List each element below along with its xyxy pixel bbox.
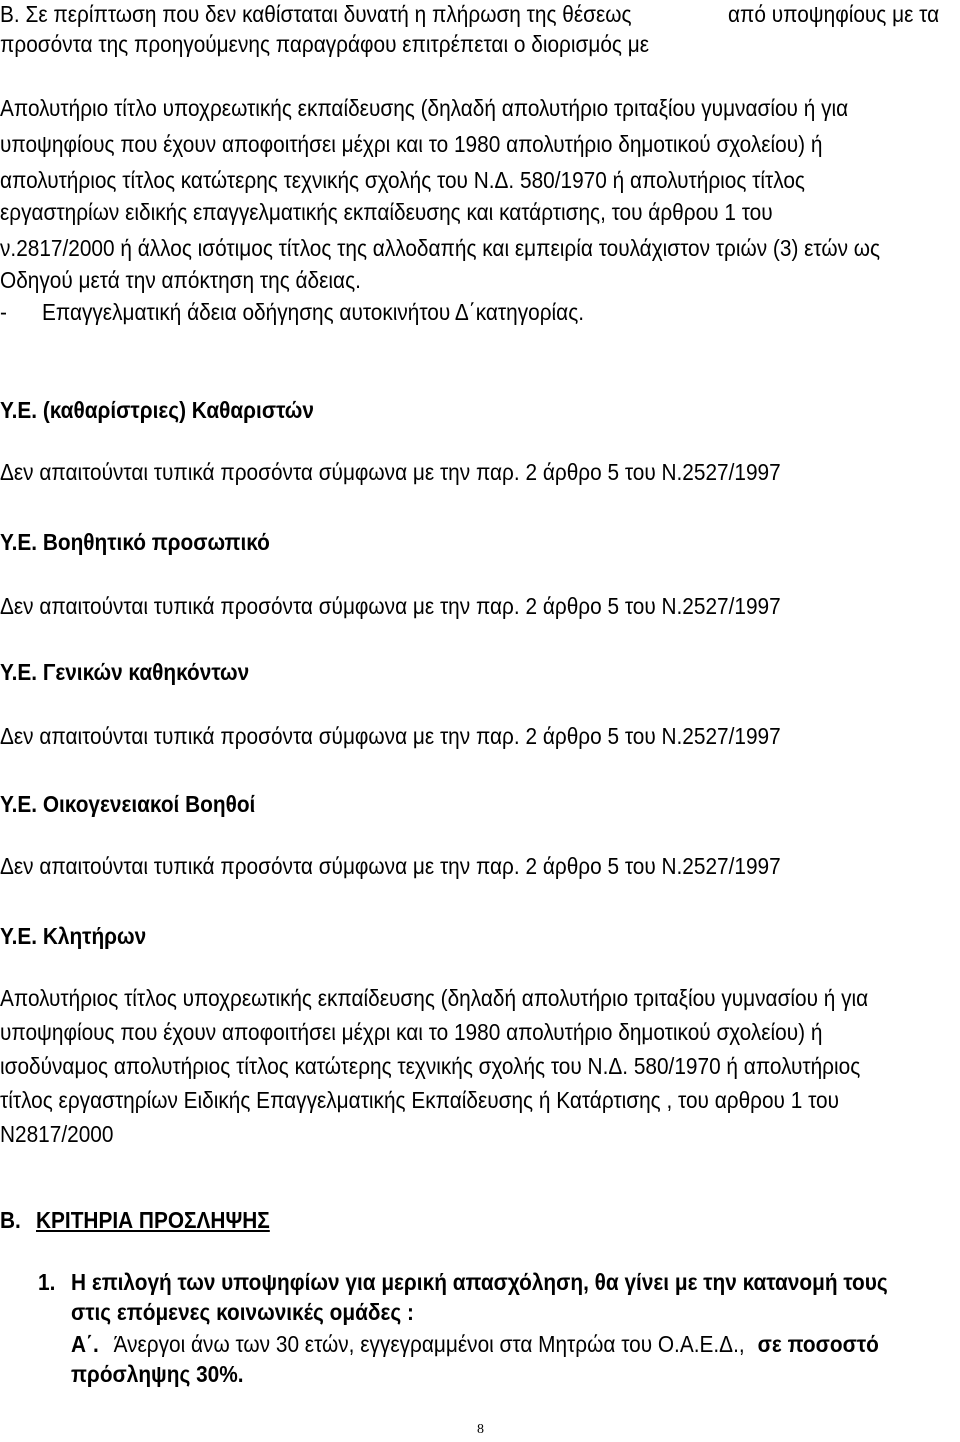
category-text: Δεν απαιτούνται τυπικά προσόντα σύμφωνα με την παρ. 2 άρθρο 5 του Ν.2527/1997: [0, 723, 781, 749]
item-a-bold-1: σε ποσοστό: [757, 1331, 879, 1357]
intro-line-2: προσόντα της προηγούμενης παραγράφου επιτρέπεται ο διορισμός με: [0, 31, 649, 57]
item-line-2: στις επόμενες κοινωνικές ομάδες :: [71, 1299, 414, 1325]
item-a-row: [71, 1330, 879, 1358]
section-b-title: ΚΡΙΤΗΡΙΑ ΠΡΟΣΛΗΨΗΣ: [36, 1207, 270, 1233]
category-heading: Υ.Ε. Οικογενειακοί Βοηθοί: [0, 791, 256, 817]
category-text: Δεν απαιτούνται τυπικά προσόντα σύμφωνα με την παρ. 2 άρθρο 5 του Ν.2527/1997: [0, 593, 781, 619]
license-text: Επαγγελματική άδεια οδήγησης αυτοκινήτου Δ΄κατηγορίας.: [42, 299, 585, 325]
intro-line-1: [0, 0, 632, 28]
category-text: Δεν απαιτούνται τυπικά προσόντα σύμφωνα με την παρ. 2 άρθρο 5 του Ν.2527/1997: [0, 853, 781, 879]
intro-line-1-right: από υποψηφίους με τα: [728, 1, 940, 27]
driver-line: υποψηφίους που έχουν αποφοιτήσει μέχρι και το 1980 απολυτήριο δημοτικού σχολείου) ή: [0, 131, 823, 157]
item-a-text: Άνεργοι άνω των 30 ετών, εγγεγραμμένοι στα Μητρώα του Ο.Α.Ε.Δ.,: [113, 1331, 745, 1357]
porters-line: τίτλος εργαστηρίων Ειδικής Επαγγελματικής Εκπαίδευσης ή Κατάρτισης , του αρθρου 1 του: [0, 1087, 839, 1113]
category-text: Δεν απαιτούνται τυπικά προσόντα σύμφωνα με την παρ. 2 άρθρο 5 του Ν.2527/1997: [0, 459, 781, 485]
porters-line: ισοδύναμος απολυτήριος τίτλος κατώτερης τεχνικής σχολής του Ν.Δ. 580/1970 ή απολυτήριος: [0, 1053, 861, 1079]
porters-line: Ν2817/2000: [0, 1121, 114, 1147]
category-heading: Υ.Ε. Γενικών καθηκόντων: [0, 659, 250, 685]
item-a-label: Α΄.: [71, 1331, 99, 1357]
category-heading: Υ.Ε. (καθαρίστριες) Καθαριστών: [0, 397, 314, 423]
item-a-bold-2: πρόσληψης 30%.: [71, 1361, 244, 1387]
porters-line: Απολυτήριος τίτλος υποχρεωτικής εκπαίδευσης (δηλαδή απολυτήριο τριταξίου γυμνασίου ή για: [0, 985, 869, 1011]
porters-heading: Υ.Ε. Κλητήρων: [0, 923, 147, 949]
category-heading: Υ.Ε. Βοηθητικό προσωπικό: [0, 529, 270, 555]
section-b-label: Β.: [0, 1207, 21, 1233]
item-number: 1.: [38, 1269, 56, 1295]
page-number: 8: [477, 1422, 484, 1437]
driver-line: Οδηγού μετά την απόκτηση της άδειας.: [0, 267, 361, 293]
license-dash: -: [0, 299, 7, 325]
driver-line: απολυτήριος τίτλος κατώτερης τεχνικής σχολής του Ν.Δ. 580/1970 ή απολυτήριος τίτλος: [0, 167, 805, 193]
porters-line: υποψηφίους που έχουν αποφοιτήσει μέχρι και το 1980 απολυτήριο δημοτικού σχολείου) ή: [0, 1019, 823, 1045]
item-line-1: Η επιλογή των υποψηφίων για μερική απασχόληση, θα γίνει με την κατανομή τους: [71, 1269, 888, 1295]
driver-line: ν.2817/2000 ή άλλος ισότιμος τίτλος της αλλοδαπής και εμπειρία τουλάχιστον τριών (3) ετών ως: [0, 235, 881, 261]
intro-line-1-left: Β. Σε περίπτωση που δεν καθίσταται δυνατή η πλήρωση της θέσεως: [0, 1, 632, 27]
driver-line: εργαστηρίων ειδικής επαγγελματικής εκπαίδευσης και κατάρτισης, του άρθρου 1 του: [0, 199, 773, 225]
driver-line: Απολυτήριο τίτλο υποχρεωτικής εκπαίδευσης (δηλαδή απολυτήριο τριταξίου γυμνασίου ή για: [0, 95, 849, 121]
